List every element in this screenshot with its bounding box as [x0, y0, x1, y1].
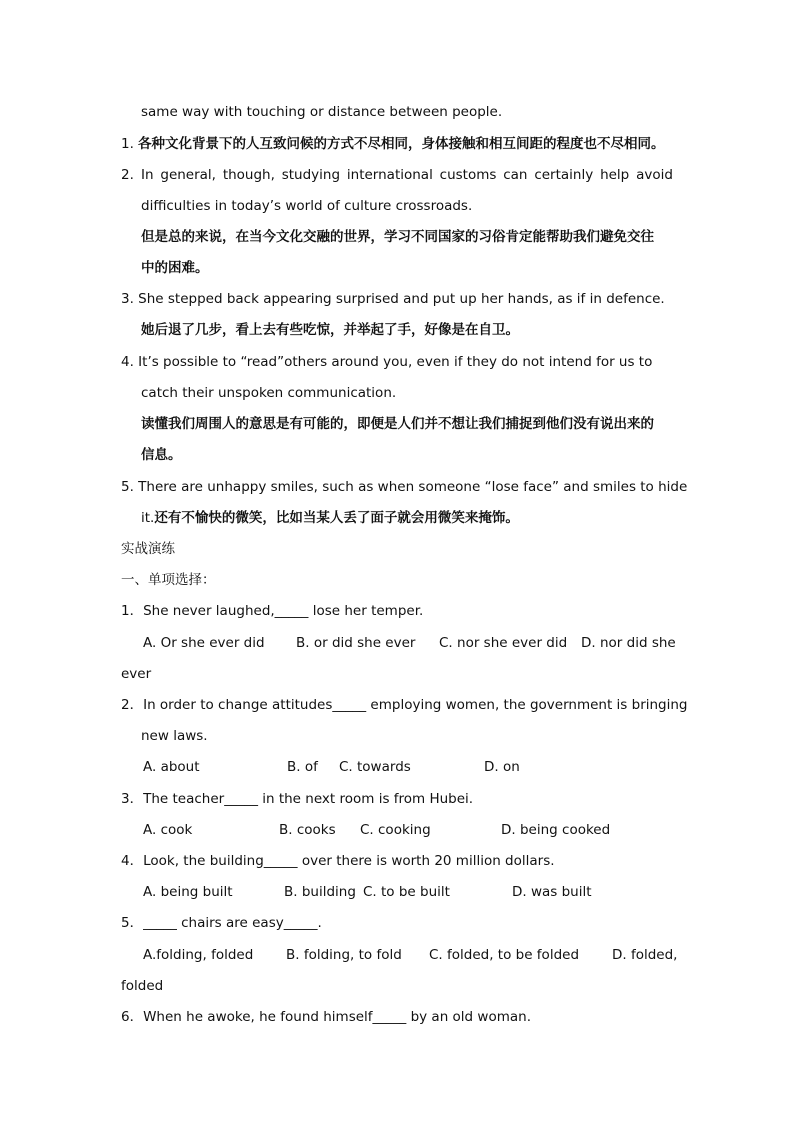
option-d: D. was built [512, 884, 592, 900]
word: general, [160, 167, 216, 183]
sentence-5-translation: 还有不愉快的微笑，比如当某人丢了面子就会用微笑来掩饰。 [154, 510, 519, 526]
question-2-options [0, 757, 794, 777]
sentence-2-translation-line-1: 但是总的来说，在当今文化交融的世界，学习不同国家的习俗肯定能帮助我们避免交往 [141, 229, 654, 245]
sentence-1-number: 1. [121, 136, 134, 152]
option-c: C. folded, to be folded [429, 947, 580, 963]
sentence-5-english-end: it. [141, 510, 155, 526]
option-a: A. about [143, 759, 200, 775]
question-5-stem: 5．_____ chairs are easy_____. [121, 915, 322, 931]
question-1-options [0, 633, 794, 653]
word: though, [222, 167, 275, 183]
sentence-2-english-line-1 [141, 165, 673, 185]
option-b: B. building [284, 884, 356, 900]
option-b: B. of [287, 759, 318, 775]
question-1-stem: 1．She never laughed,_____ lose her temper. [121, 603, 424, 619]
option-c: C. nor she ever did [439, 635, 568, 651]
question-3-stem: 3．The teacher_____ in the next room is from Hubei. [121, 791, 474, 807]
sentence-4-english-line-2: catch their unspoken communication. [141, 385, 397, 401]
question-5-options-wrap: folded [121, 978, 164, 994]
word: international [346, 167, 433, 183]
option-a: A. cook [143, 822, 193, 838]
word: customs [439, 167, 497, 183]
question-5-options [0, 945, 794, 965]
sentence-2-translation-line-2: 中的困难。 [141, 260, 209, 276]
sentence-3-english: 3. She stepped back appearing surprised and put up her hands, as if in defence. [121, 291, 665, 307]
section-title: 实战演练 [121, 541, 175, 557]
word: In [141, 167, 154, 183]
sentence-2-number: 2. [121, 167, 134, 183]
question-4-options [0, 882, 794, 902]
sentence-4-english-line-1: 4. It’s possible to “read”others around you, even if they do not intend for us to [121, 354, 653, 370]
sentence-5-english-line-1: 5. There are unhappy smiles, such as when someone “lose face” and smiles to hide [121, 479, 688, 495]
sentence-4-translation-line-2: 信息。 [141, 447, 182, 463]
continuation-line: same way with touching or distance between people. [141, 104, 503, 120]
sentence-5-english-line-2 [141, 508, 519, 528]
question-1-options-wrap: ever [121, 666, 152, 682]
word: certainly [534, 167, 594, 183]
option-b: B. folding, to fold [286, 947, 402, 963]
word: can [503, 167, 528, 183]
option-b: B. or did she ever [296, 635, 416, 651]
word: avoid [636, 167, 673, 183]
question-2-stem-line-2: new laws. [141, 728, 208, 744]
option-c: C. to be built [363, 884, 450, 900]
question-2-stem-line-1: 2．In order to change attitudes_____ employing women, the government is bringing [121, 697, 688, 713]
option-b: B. cooks [279, 822, 336, 838]
option-d: D. being cooked [501, 822, 611, 838]
question-4-stem: 4．Look, the building_____ over there is worth 20 million dollars. [121, 853, 555, 869]
word: help [600, 167, 630, 183]
word: studying [281, 167, 341, 183]
option-c: C. towards [339, 759, 411, 775]
sentence-4-translation-line-1: 读懂我们周围人的意思是有可能的，即便是人们并不想让我们捕捉到他们没有说出来的 [141, 416, 654, 432]
question-6-stem: 6．When he awoke, he found himself_____ by an old woman. [121, 1009, 531, 1025]
sentence-3-translation: 她后退了几步，看上去有些吃惊，并举起了手，好像是在自卫。 [141, 322, 519, 338]
option-d: D. nor did she [581, 635, 676, 651]
option-d: D. folded, [612, 947, 678, 963]
question-3-options [0, 820, 794, 840]
sentence-2-english-line-2: difficulties in today’s world of culture crossroads. [141, 198, 473, 214]
option-c: C. cooking [360, 822, 431, 838]
option-a: A.folding, folded [143, 947, 254, 963]
option-a: A. Or she ever did [143, 635, 265, 651]
option-a: A. being built [143, 884, 233, 900]
part-title: 一、单项选择： [121, 572, 216, 588]
option-d: D. on [484, 759, 520, 775]
sentence-1-translation: 各种文化背景下的人互致问候的方式不尽相同，身体接触和相互间距的程度也不尽相同。 [138, 136, 665, 152]
